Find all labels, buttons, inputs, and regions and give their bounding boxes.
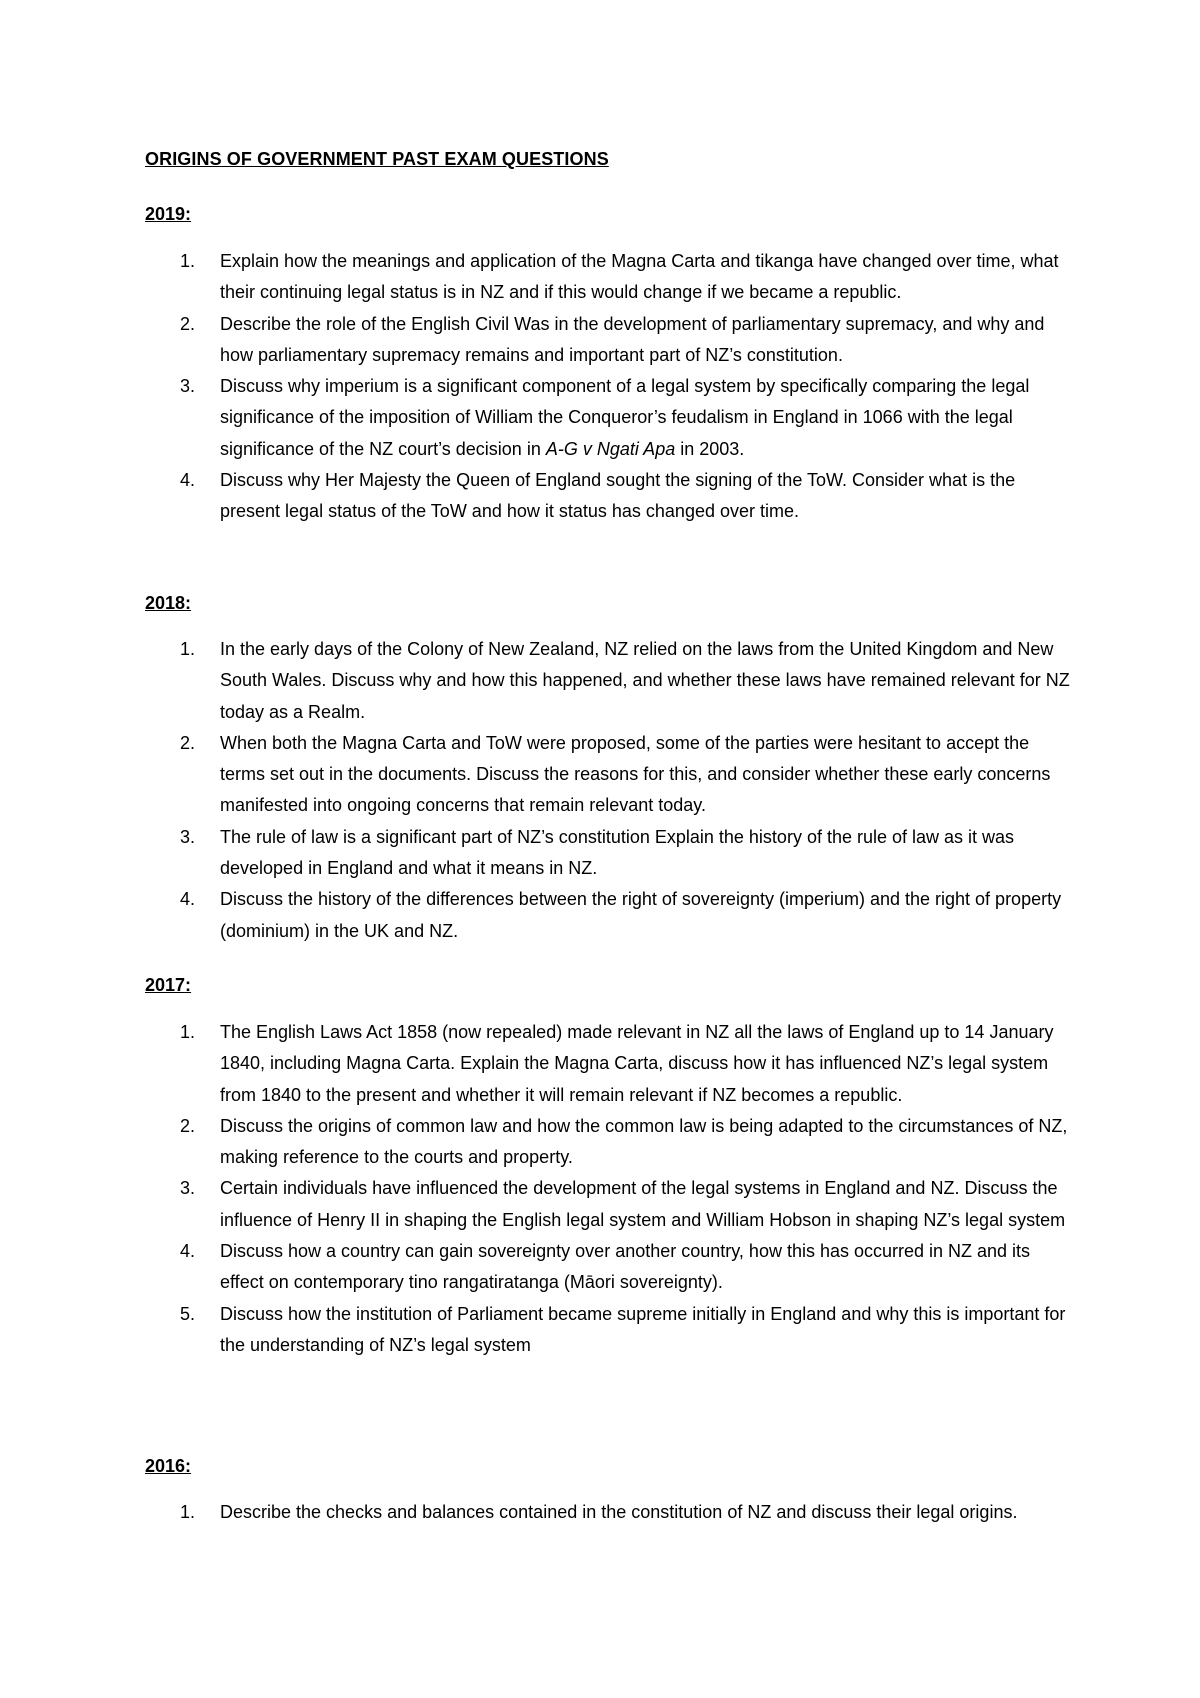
question-item: 1. The English Laws Act 1858 (now repealed) made relevant in NZ all the laws of England up to 14 January 1840, including Magna Carta. Explain the Magna Carta, discuss how it has influenced NZ’s legal system from 1840 to the present and whether it will remain relevant if NZ becomes a republic. [180, 1022, 1054, 1105]
question-item: 4. Discuss how a country can gain sovereignty over another country, how this has occurred in NZ and its effect on contemporary tino rangatiratanga (Māori sovereignty). [180, 1241, 1031, 1293]
question-text: Discuss the origins of common law and how the common law is being adapted to the circumstances of NZ, making reference to the courts and property. [220, 1115, 1068, 1168]
question-item: 2. When both the Magna Carta and ToW were proposed, some of the parties were hesitant to accept the terms set out in the documents. Discuss the reasons for this, and consider whether these early concerns manifested into ongoing concerns that remain relevant today. [180, 732, 1051, 816]
question-list-2016 [145, 1497, 1075, 1528]
question-text: Discuss why Her Majesty the Queen of England sought the signing of the ToW. Consider what is the present legal status of the ToW and how it status has changed over time. [220, 470, 1016, 522]
question-text: Discuss how a country can gain sovereignty over another country, how this has occurred in NZ and its effect on contemporary tino rangatiratanga (Māori sovereignty). [220, 1241, 1031, 1293]
question-list-2019 [145, 246, 1075, 528]
document-title: ORIGINS OF GOVERNMENT PAST EXAM QUESTIONS [145, 149, 609, 169]
year-heading-2017: 2017: [145, 975, 192, 995]
question-text: The English Laws Act 1858 (now repealed) made relevant in NZ all the laws of England up to 14 January 1840, including Magna Carta. Explain the Magna Carta, discuss how it has influenced NZ’s legal system from 1840 to the present and whether it will remain relevant if NZ becomes a republic. [220, 1022, 1054, 1105]
question-text: Discuss why imperium is a significant component of a legal system by specifically comparing the legal significance of the imposition of William the Conqueror’s feudalism in England in 1066 with the legal significance of the NZ court’s decision in A-G v Ngati Apa in 2003. [220, 376, 1030, 459]
question-item: 3. Discuss why imperium is a significant component of a legal system by specifically comparing the legal significance of the imposition of William the Conqueror’s feudalism in England in 1066 with the legal significance of the NZ court’s decision in A-G v Ngati Apa in 2003. [180, 376, 1030, 459]
year-heading-2018: 2018: [145, 593, 192, 613]
year-heading-2016: 2016: [145, 1456, 192, 1476]
question-item: 3. The rule of law is a significant part of NZ’s constitution Explain the history of the rule of law as it was developed in England and what it means in NZ. [180, 826, 1015, 879]
question-item: 4. Discuss the history of the differences between the right of sovereignty (imperium) and the right of property (dominium) in the UK and NZ. [180, 889, 1062, 941]
question-item: 2. Discuss the origins of common law and how the common law is being adapted to the circumstances of NZ, making reference to the courts and property. [180, 1115, 1068, 1168]
question-text: Describe the role of the English Civil Was in the development of parliamentary supremacy, and why and how parliamentary supremacy remains and important part of NZ’s constitution. [220, 313, 1045, 365]
case-name: A-G v Ngati Apa [545, 438, 676, 459]
question-text: Discuss how the institution of Parliament became supreme initially in England and why this is important for the understanding of NZ’s legal system [220, 1303, 1066, 1355]
question-item: 1. In the early days of the Colony of New Zealand, NZ relied on the laws from the United Kingdom and New South Wales. Discuss why and how this happened, and whether these laws have remained relevant for NZ today as a Realm. [180, 639, 1070, 722]
question-item: 1. Explain how the meanings and application of the Magna Carta and tikanga have changed over time, what their continuing legal status is in NZ and if this would change if we became a republic. [180, 251, 1059, 303]
question-text: When both the Magna Carta and ToW were proposed, some of the parties were hesitant to accept the terms set out in the documents. Discuss the reasons for this, and consider whether these early concerns manifested into ongoing concerns that remain relevant today. [220, 732, 1051, 816]
question-item: 4. Discuss why Her Majesty the Queen of England sought the signing of the ToW. Consider what is the present legal status of the ToW and how it status has changed over time. [180, 470, 1016, 522]
year-heading-2019: 2019: [145, 204, 192, 224]
question-text: Certain individuals have influenced the development of the legal systems in England and NZ. Discuss the influence of Henry II in shaping the English legal system and William Hobson in shaping NZ’s legal system [220, 1178, 1066, 1230]
question-text: Describe the checks and balances contained in the constitution of NZ and discuss their legal origins. [220, 1502, 1018, 1522]
question-item: 3. Certain individuals have influenced the development of the legal systems in England and NZ. Discuss the influence of Henry II in shaping the English legal system and William Hobson in shaping NZ’s legal system [180, 1178, 1066, 1230]
question-text: In the early days of the Colony of New Zealand, NZ relied on the laws from the United Kingdom and New South Wales. Discuss why and how this happened, and whether these laws have remained relevant for NZ today as a Realm. [220, 639, 1070, 722]
question-item: 2. Describe the role of the English Civil Was in the development of parliamentary supremacy, and why and how parliamentary supremacy remains and important part of NZ’s constitution. [180, 313, 1045, 365]
question-item: 5. Discuss how the institution of Parliament became supreme initially in England and why this is important for the understanding of NZ’s legal system [180, 1303, 1066, 1355]
question-item: 1. Describe the checks and balances contained in the constitution of NZ and discuss their legal origins. [180, 1502, 1018, 1522]
question-list-2018 [145, 634, 1075, 947]
question-list-2017 [145, 1017, 1075, 1361]
question-text: The rule of law is a significant part of NZ’s constitution Explain the history of the rule of law as it was developed in England and what it means in NZ. [220, 826, 1015, 879]
question-text: Discuss the history of the differences between the right of sovereignty (imperium) and the right of property (dominium) in the UK and NZ. [220, 889, 1062, 941]
question-text: Explain how the meanings and application of the Magna Carta and tikanga have changed over time, what their continuing legal status is in NZ and if this would change if we became a republic. [220, 251, 1059, 303]
